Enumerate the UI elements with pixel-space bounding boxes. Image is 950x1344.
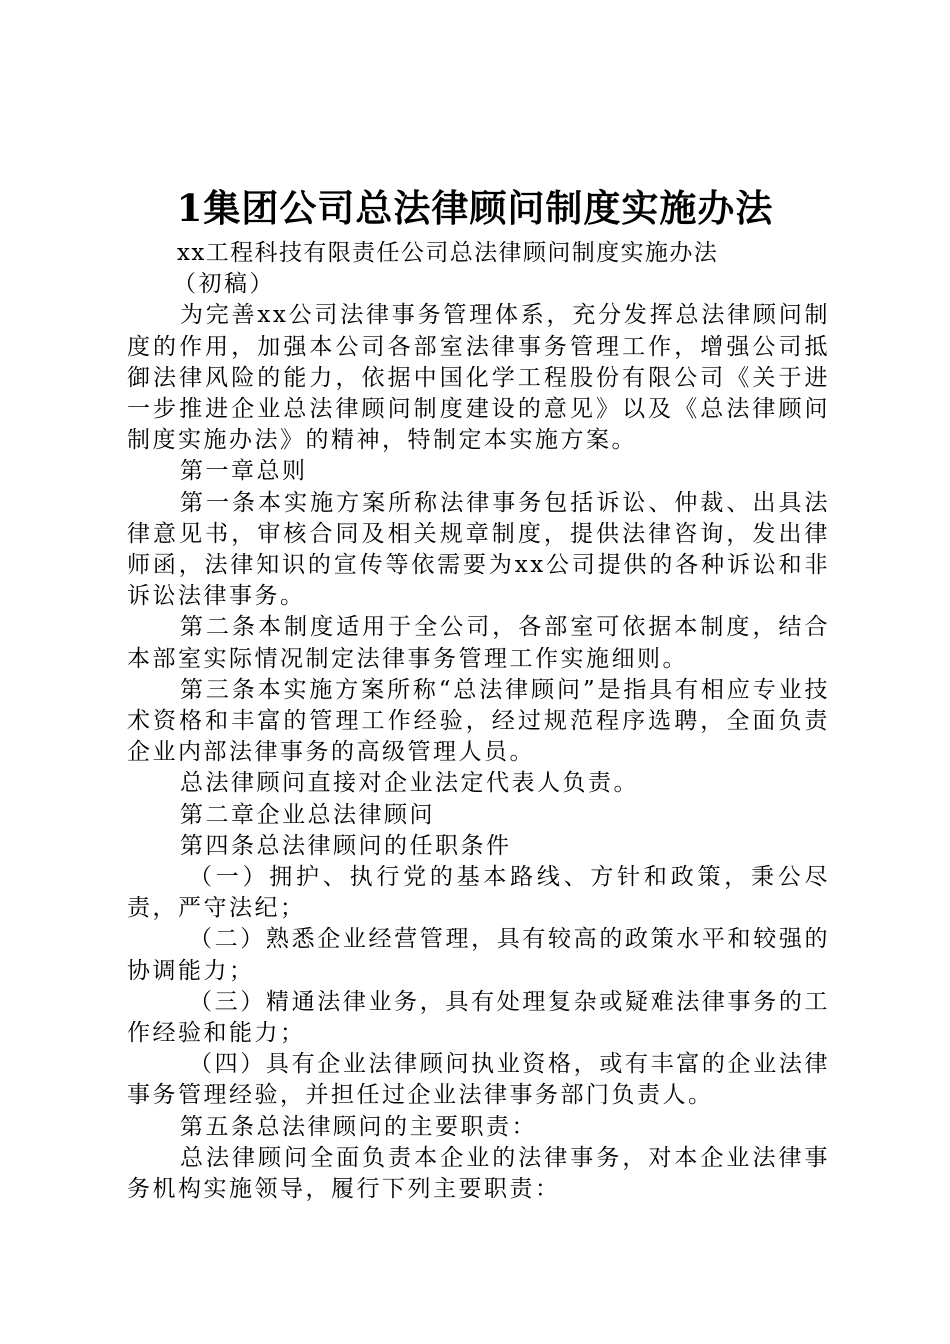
chapter-heading: 第二章企业总法律顾问 — [180, 801, 435, 828]
draft-note: （初稿） — [173, 271, 275, 298]
paragraph: 总法律顾问直接对企业法定代表人负责。 — [180, 770, 639, 797]
list-item: （三）精通法律业务，具有处理复杂或疑难法律事务的工作经验和能力； — [127, 988, 830, 1047]
document-subtitle: xx工程科技有限责任公司总法律顾问制度实施办法 — [177, 240, 719, 266]
list-item: （一）拥护、执行党的基本路线、方针和政策，秉公尽责，严守法纪； — [127, 864, 830, 922]
paragraph: 为完善xx公司法律事务管理体系，充分发挥总法律顾问制度的作用，加强本公司各部室法律事务管理工作，增强公司抵御法律风险的能力，依据中国化学工程股份有限公司《关于进一步推进企业总法律顾问制度建设的意见》以及《总法律顾问制度实施办法》的精神，特制定本实施方案。 — [127, 302, 830, 454]
paragraph: 第二条本制度适用于全公司，各部室可依据本制度，结合本部室实际情况制定法律事务管理工作实施细则。 — [127, 614, 830, 672]
chapter-heading: 第一章总则 — [180, 458, 308, 485]
document-title: 1集团公司总法律顾问制度实施办法 — [176, 186, 774, 230]
paragraph: 总法律顾问全面负责本企业的法律事务，对本企业法律事务机构实施领导，履行下列主要职责： — [127, 1144, 830, 1203]
list-item: （四）具有企业法律顾问执业资格，或有丰富的企业法律事务管理经验，并担任过企业法律事务部门负责人。 — [127, 1051, 830, 1109]
article-heading: 第五条总法律顾问的主要职责： — [180, 1113, 537, 1140]
paragraph: 第一条本实施方案所称法律事务包括诉讼、仲裁、出具法律意见书，审核合同及相关规章制度，提供法律咨询，发出律师函，法律知识的宣传等依需要为xx公司提供的各种诉讼和非诉讼法律事务。 — [127, 489, 830, 610]
document-body — [127, 238, 830, 1205]
paragraph: 第三条本实施方案所称“总法律顾问”是指具有相应专业技术资格和丰富的管理工作经验，经过规范程序选聘，全面负责企业内部法律事务的高级管理人员。 — [127, 676, 830, 766]
article-heading: 第四条总法律顾问的任职条件 — [180, 832, 512, 859]
list-item: （二）熟悉企业经营管理，具有较高的政策水平和较强的协调能力； — [127, 926, 830, 984]
